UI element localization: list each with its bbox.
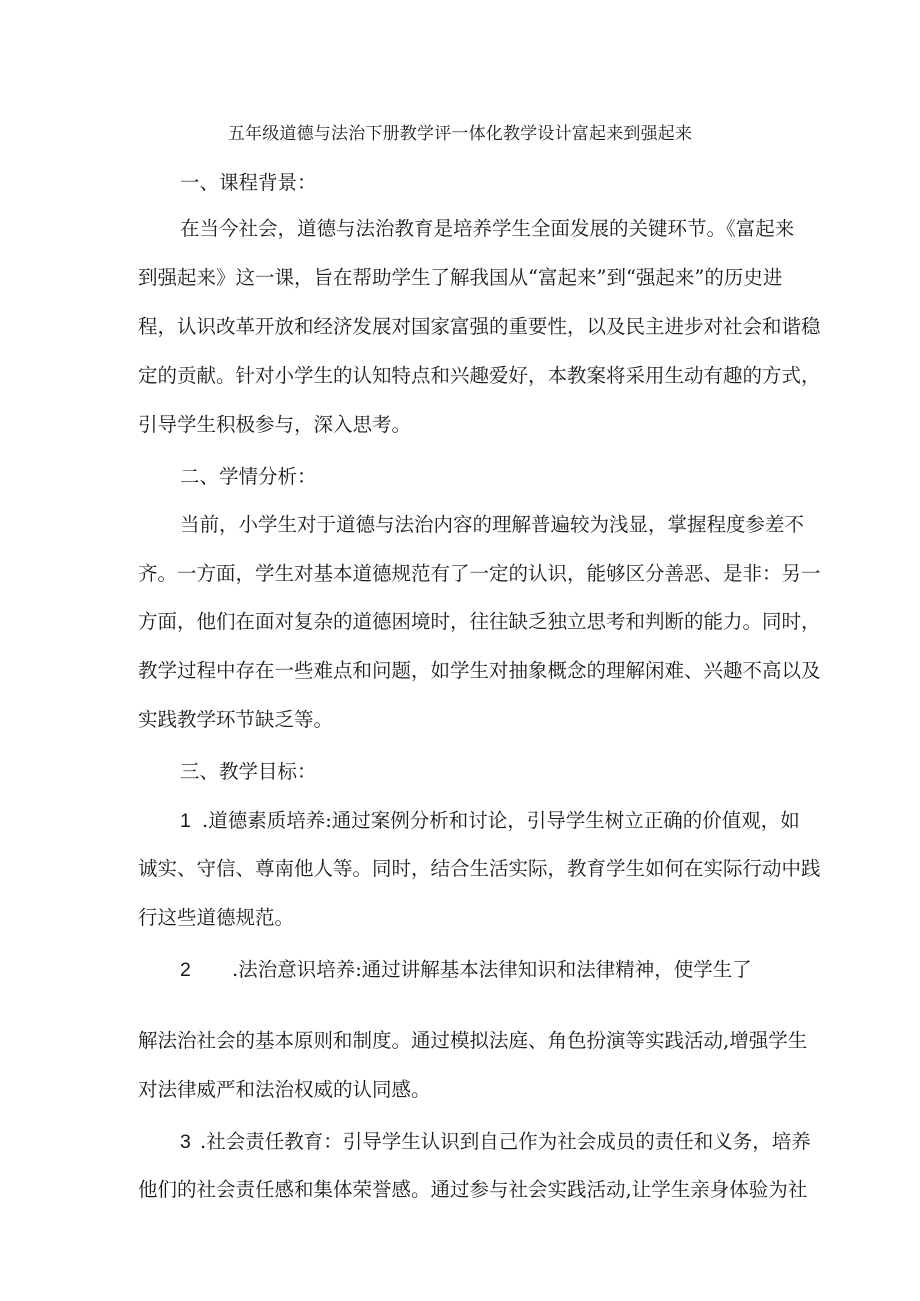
section-heading-analysis: 二、学情分析： (180, 465, 317, 488)
paragraph-line: 教学过程中存在一些难点和问题，如学生对抽象概念的理解闲难、兴趣不高以及 (138, 659, 821, 682)
paragraph-line: 到强起来》这一课，旨在帮助学生了解我国从“富起来”到“强起来”的历史进 (138, 266, 783, 289)
list-item-text: .法治意识培养:通过讲解基本法律知识和法律精神，使学生了 (232, 958, 752, 981)
paragraph-line: 在当今社会，道德与法治教育是培养学生全面发展的关键环节。《富起来 (180, 217, 795, 240)
section-heading-background: 一、课程背景： (180, 171, 317, 194)
list-item-number: 1 (180, 810, 191, 832)
paragraph-line: 当前，小学生对于道德与法治内容的理解普遍较为浅显，掌握程度参差不 (180, 513, 805, 536)
paragraph-line: 定的贡献。针对小学生的认知特点和兴趣爱好，本教案将采用生动有趣的方式， (138, 364, 821, 387)
paragraph-line: 对法律威严和法治权威的认同感。 (138, 1078, 431, 1101)
list-item-number: 2 (180, 959, 191, 981)
paragraph-line: 方面，他们在面对复杂的道德困境时，往往缺乏独立思考和判断的能力。同时， (138, 610, 821, 633)
document-title: 五年级道德与法治下册教学评一体化教学设计富起来到强起来 (227, 124, 693, 144)
paragraph-line: 实践教学环节缺乏等。 (138, 708, 334, 731)
section-heading-objectives: 三、教学目标： (180, 760, 317, 783)
paragraph-line: 齐。一方面，学生对基本道德规范有了一定的认识，能够区分善恶、是非：另一 (138, 562, 821, 585)
paragraph-line: 他们的社会责任感和集体荣誉感。通过参与社会实践活动,让学生亲身体验为社 (138, 1178, 808, 1201)
list-item-text: .道德素质培养:通过案例分析和讨论，引导学生树立正确的价值观，如 (202, 809, 800, 832)
paragraph-line: 解法治社会的基本原则和制度。通过模拟法庭、角色扮演等实践活动,增强学生 (138, 1029, 808, 1052)
paragraph-line: 诚实、守信、尊南他人等。同时，结合生活实际，教育学生如何在实际行动中践 (138, 857, 821, 880)
paragraph-line: 引导学生积极参与，深入思考。 (138, 413, 412, 436)
paragraph-line: 行这些道德规范。 (138, 906, 295, 929)
list-item-text: .社会责任教育：引导学生认识到自己作为社会成员的责任和义务，培养 (200, 1130, 811, 1153)
list-item-number: 3 (180, 1131, 191, 1153)
paragraph-line: 程，认识改革开放和经济发展对国家富强的重要性，以及民主进步对社会和谐稳 (138, 315, 821, 338)
